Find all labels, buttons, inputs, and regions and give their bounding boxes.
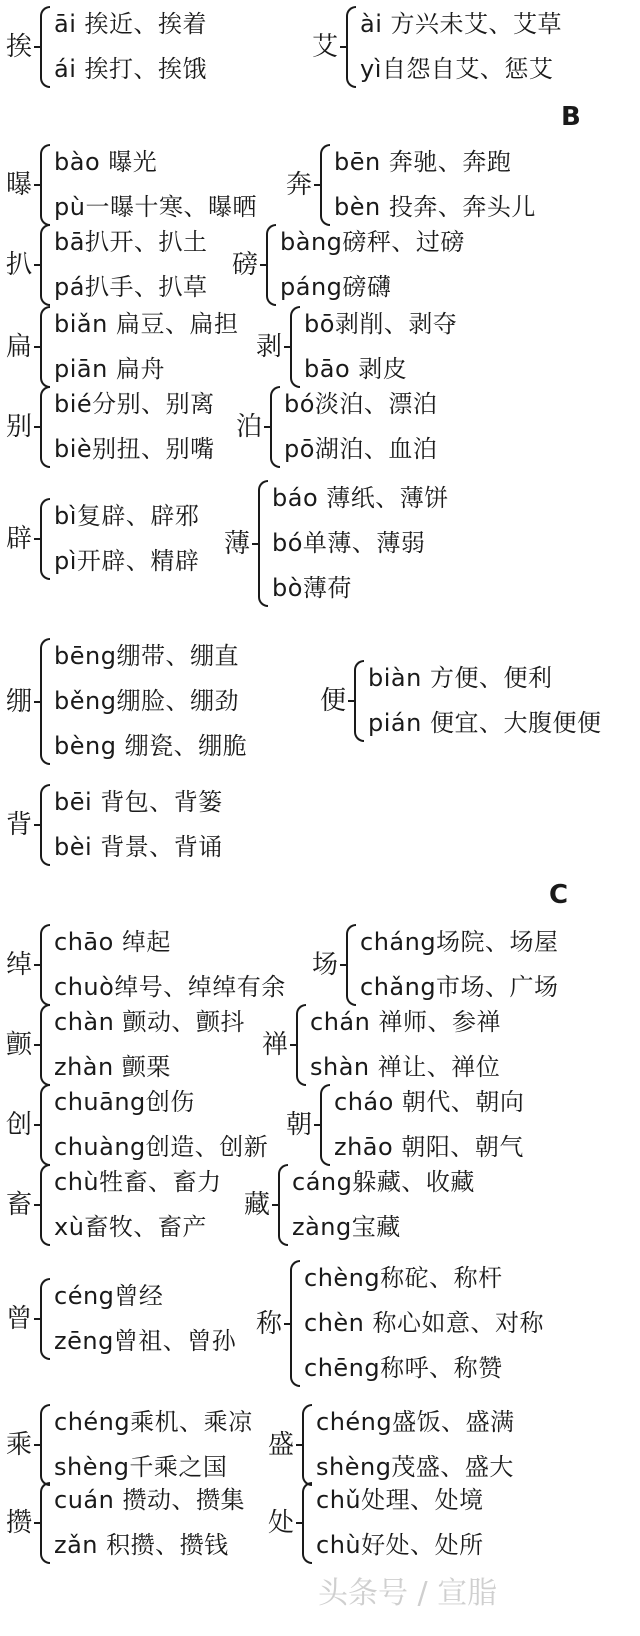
reading: bì复辟、辟邪 xyxy=(54,502,200,530)
reading: céng曾经 xyxy=(54,1282,164,1310)
reading: bō剥削、剥夺 xyxy=(304,310,458,338)
entry-chu-xu xyxy=(6,1160,222,1250)
brace xyxy=(266,224,276,306)
entry-cuan xyxy=(6,1478,245,1568)
brace xyxy=(40,1084,50,1166)
entry-readings xyxy=(280,220,465,310)
reading: zhàn 颤栗 xyxy=(54,1053,171,1081)
reading: chù好处、处所 xyxy=(316,1531,484,1559)
reading: biè别扭、别嘴 xyxy=(54,435,215,463)
reading: chuò绰号、绰绰有余 xyxy=(54,973,286,1001)
reading: páng磅礴 xyxy=(280,273,392,301)
entry-char: 禅 xyxy=(262,1030,289,1060)
watermark: 头条号 / 宣脂 xyxy=(318,1576,498,1611)
entry-char: 便 xyxy=(320,686,347,716)
reading: bēn 奔驰、奔跑 xyxy=(334,148,512,176)
entry-char: 创 xyxy=(6,1110,33,1140)
entry-char: 处 xyxy=(268,1508,295,1538)
brace xyxy=(346,924,356,1006)
reading: piān 扁舟 xyxy=(54,355,165,383)
brace xyxy=(40,1278,50,1360)
entry-bo xyxy=(256,302,457,392)
brace xyxy=(320,1084,330,1166)
entry-readings xyxy=(54,1274,236,1364)
entry-ba xyxy=(6,220,207,310)
reading: cháo 朝代、朝向 xyxy=(334,1088,525,1116)
entry-readings xyxy=(316,1478,484,1568)
brace xyxy=(346,6,356,88)
entry-chan-shan xyxy=(262,1000,501,1090)
entry-char: 奔 xyxy=(286,170,313,200)
entry-readings xyxy=(54,1000,245,1090)
entry-char: 辟 xyxy=(6,524,33,554)
entry-readings xyxy=(272,476,449,611)
brace xyxy=(40,6,50,88)
brace xyxy=(354,660,364,742)
brace xyxy=(302,1404,312,1486)
entry-char: 称 xyxy=(256,1308,283,1339)
reading: cuán 攒动、攒集 xyxy=(54,1486,245,1514)
reading: bó淡泊、漂泊 xyxy=(284,390,438,418)
reading: shèng茂盛、盛大 xyxy=(316,1453,514,1481)
entry-chuang xyxy=(6,1080,268,1170)
entry-readings xyxy=(284,382,437,472)
brace xyxy=(296,1004,306,1086)
entry-char: 扁 xyxy=(6,332,33,362)
entry-readings xyxy=(334,140,536,230)
entry-char: 别 xyxy=(6,412,33,442)
entry-cheng-sheng xyxy=(6,1400,253,1490)
entry-bao xyxy=(6,140,257,230)
reading: pì开辟、精辟 xyxy=(54,547,200,575)
reading: chù牲畜、畜力 xyxy=(54,1168,222,1196)
reading: bāo 剥皮 xyxy=(304,355,408,383)
reading: zēng曾祖、曾孙 xyxy=(54,1327,237,1355)
entry-char: 艾 xyxy=(312,32,339,62)
brace xyxy=(40,924,50,1006)
reading: bèng 绷瓷、绷脆 xyxy=(54,732,248,760)
entry-chao-zhao xyxy=(286,1080,524,1170)
brace xyxy=(40,1004,50,1086)
reading: bié分别、别离 xyxy=(54,390,215,418)
entry-char: 绰 xyxy=(6,950,33,980)
reading: chán 禅师、参禅 xyxy=(310,1008,501,1036)
entry-bie xyxy=(6,382,215,472)
reading: cáng躲藏、收藏 xyxy=(292,1168,475,1196)
reading: chǔ处理、处境 xyxy=(316,1486,484,1514)
reading: zhāo 朝阳、朝气 xyxy=(334,1133,524,1161)
reading: chàn 颤动、颤抖 xyxy=(54,1008,245,1036)
entry-chang xyxy=(312,920,559,1010)
entry-readings xyxy=(292,1160,475,1250)
entry-char: 剥 xyxy=(256,332,283,362)
entry-chao xyxy=(6,920,286,1010)
entry-ai2 xyxy=(312,2,562,92)
entry-chu xyxy=(268,1478,484,1568)
entry-readings xyxy=(368,656,601,746)
reading: chéng乘机、乘凉 xyxy=(54,1408,253,1436)
reading: biǎn 扁豆、扁担 xyxy=(54,310,239,338)
entry-readings xyxy=(54,920,286,1010)
brace xyxy=(290,306,300,388)
reading: báo 薄纸、薄饼 xyxy=(272,484,449,512)
brace xyxy=(302,1482,312,1564)
brace xyxy=(290,1260,300,1387)
entry-readings xyxy=(54,634,247,769)
reading: āi 挨近、挨着 xyxy=(54,10,208,38)
reading: bā扒开、扒土 xyxy=(54,228,208,256)
brace xyxy=(320,144,330,226)
reading: bào 曝光 xyxy=(54,148,158,176)
brace xyxy=(40,1164,50,1246)
brace xyxy=(270,386,280,468)
entry-bian-pian xyxy=(320,656,601,746)
brace xyxy=(40,306,50,388)
brace xyxy=(40,386,50,468)
entry-bian xyxy=(6,302,238,392)
entry-readings xyxy=(360,2,562,92)
reading: chéng盛饭、盛满 xyxy=(316,1408,515,1436)
entry-cheng-chen xyxy=(256,1256,544,1391)
entry-readings xyxy=(304,1256,544,1391)
reading: chuāng创伤 xyxy=(54,1088,195,1116)
reading: pá扒手、扒草 xyxy=(54,273,208,301)
reading: pù一曝十寒、曝晒 xyxy=(54,193,257,221)
entry-readings xyxy=(54,382,215,472)
reading: xù畜牧、畜产 xyxy=(54,1213,207,1241)
entry-char: 背 xyxy=(6,810,33,840)
entry-char: 挨 xyxy=(6,32,33,62)
entry-readings xyxy=(54,220,207,310)
brace xyxy=(40,224,50,306)
entry-readings xyxy=(304,302,457,392)
entry-bang xyxy=(232,220,465,310)
entry-readings xyxy=(54,1080,268,1170)
entry-char: 朝 xyxy=(286,1110,313,1140)
entry-bo-po xyxy=(236,382,437,472)
reading: biàn 方便、便利 xyxy=(368,664,553,692)
reading: chèn 称心如意、对称 xyxy=(304,1309,545,1337)
entry-char: 曝 xyxy=(6,170,33,200)
brace xyxy=(40,498,50,580)
entry-readings xyxy=(54,494,199,584)
reading: chāo 绰起 xyxy=(54,928,171,956)
entry-readings xyxy=(54,1478,245,1568)
reading: cháng场院、场屋 xyxy=(360,928,559,956)
reading: ài 方兴未艾、艾草 xyxy=(360,10,563,38)
entry-readings xyxy=(54,302,238,392)
reading: shàn 禅让、禅位 xyxy=(310,1053,501,1081)
entry-char: 曾 xyxy=(6,1304,33,1334)
entry-char: 泊 xyxy=(236,412,263,442)
entry-readings xyxy=(54,780,223,870)
brace xyxy=(40,1404,50,1486)
brace xyxy=(258,480,268,607)
entry-readings xyxy=(334,1080,524,1170)
entry-bei xyxy=(6,780,223,870)
entry-bi xyxy=(6,494,199,584)
reading: chǎng市场、广场 xyxy=(360,973,559,1001)
entry-readings xyxy=(54,1400,253,1490)
reading: chuàng创造、创新 xyxy=(54,1133,269,1161)
entry-char: 磅 xyxy=(232,250,259,280)
reading: zàng宝藏 xyxy=(292,1213,401,1241)
entry-char: 攒 xyxy=(6,1508,33,1538)
reading: chēng称呼、称赞 xyxy=(304,1354,503,1382)
entry-ai1 xyxy=(6,2,207,92)
reading: pián 便宜、大腹便便 xyxy=(368,709,602,737)
reading: zǎn 积攒、攒钱 xyxy=(54,1531,229,1559)
entry-char: 乘 xyxy=(6,1430,33,1460)
entry-beng xyxy=(6,634,247,769)
reading: bó单薄、薄弱 xyxy=(272,529,426,557)
reading: bèn 投奔、奔头儿 xyxy=(334,193,536,221)
entry-char: 藏 xyxy=(244,1190,271,1220)
entry-char: 颤 xyxy=(6,1030,33,1060)
brace xyxy=(40,638,50,765)
entry-char: 绷 xyxy=(6,686,33,717)
reading: bēi 背包、背篓 xyxy=(54,788,223,816)
reading: bēng绷带、绷直 xyxy=(54,642,239,670)
reading: bèi 背景、背诵 xyxy=(54,833,223,861)
entry-char: 薄 xyxy=(224,528,251,559)
entry-readings xyxy=(54,1160,222,1250)
entry-readings xyxy=(316,1400,515,1490)
entry-cang xyxy=(244,1160,475,1250)
entry-char: 场 xyxy=(312,950,339,980)
entry-readings xyxy=(54,2,207,92)
entry-ceng xyxy=(6,1274,236,1364)
reading: shèng千乘之国 xyxy=(54,1453,228,1481)
brace xyxy=(40,1482,50,1564)
reading: bò薄荷 xyxy=(272,574,352,602)
entry-char: 盛 xyxy=(268,1430,295,1460)
section-letter-c: C xyxy=(549,880,569,910)
brace xyxy=(40,144,50,226)
reading: běng绷脸、绷劲 xyxy=(54,687,239,715)
entry-ben xyxy=(286,140,536,230)
entry-char: 扒 xyxy=(6,250,33,280)
entry-bao-bo xyxy=(224,476,449,611)
section-letter-b: B xyxy=(561,102,581,132)
brace xyxy=(40,784,50,866)
entry-chan xyxy=(6,1000,245,1090)
entry-readings xyxy=(360,920,559,1010)
reading: yì自怨自艾、惩艾 xyxy=(360,55,554,83)
reading: bàng磅秤、过磅 xyxy=(280,228,465,256)
entry-sheng xyxy=(268,1400,515,1490)
reading: chèng称砣、称杆 xyxy=(304,1264,503,1292)
reading: ái 挨打、挨饿 xyxy=(54,55,208,83)
brace xyxy=(278,1164,288,1246)
entry-char: 畜 xyxy=(6,1190,33,1220)
reading: pō湖泊、血泊 xyxy=(284,435,438,463)
entry-readings xyxy=(54,140,257,230)
entry-readings xyxy=(310,1000,501,1090)
